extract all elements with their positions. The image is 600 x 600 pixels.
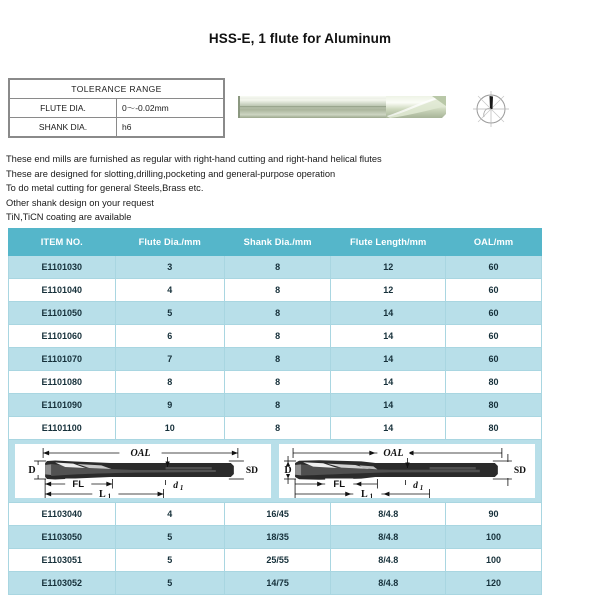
svg-text:L: L [98, 489, 106, 498]
cell-shank-dia: 14/75 [224, 572, 331, 595]
specification-table [8, 228, 542, 595]
cell-flute-length: 8/4.8 [331, 503, 446, 526]
long-flute-drawing-graphic [279, 444, 535, 498]
svg-text:1: 1 [179, 484, 184, 492]
diagram-band [9, 440, 542, 503]
table-row [9, 348, 542, 371]
tolerance-shank-label: SHANK DIA. [10, 118, 117, 137]
description-line-5: TiN,TiCN coating are available [6, 212, 132, 223]
cell-oal: 120 [446, 572, 542, 595]
cell-flute-dia: 5 [115, 526, 224, 549]
column-header-flute-length: Flute Length/mm [331, 229, 446, 256]
short-flute-dimension-drawing [15, 444, 271, 498]
cell-item-no: E1101030 [9, 256, 116, 279]
svg-text:L: L [360, 489, 368, 498]
cell-oal: 90 [446, 503, 542, 526]
cell-item-no: E1103050 [9, 526, 116, 549]
cell-flute-dia: 6 [115, 325, 224, 348]
table-row [9, 526, 542, 549]
cell-shank-dia: 16/45 [224, 503, 331, 526]
cell-flute-length: 8/4.8 [331, 549, 446, 572]
cell-oal: 100 [446, 549, 542, 572]
svg-text:SD: SD [245, 466, 259, 476]
description-line-3: To do metal cutting for general Steels,Brass etc. [6, 183, 204, 194]
tolerance-range-table [8, 78, 225, 138]
cell-flute-dia: 7 [115, 348, 224, 371]
table-row [9, 394, 542, 417]
cell-item-no: E1101100 [9, 417, 116, 440]
tolerance-flute-label: FLUTE DIA. [10, 99, 117, 118]
cell-item-no: E1103052 [9, 572, 116, 595]
column-header-shank-dia: Shank Dia./mm [224, 229, 331, 256]
cell-item-no: E1103040 [9, 503, 116, 526]
tolerance-header-label: TOLERANCE RANGE [10, 80, 224, 99]
cell-oal: 60 [446, 348, 542, 371]
cell-oal: 80 [446, 371, 542, 394]
cell-shank-dia: 8 [224, 394, 331, 417]
cell-flute-length: 14 [331, 394, 446, 417]
svg-text:FL: FL [72, 479, 85, 490]
spec-header-row [9, 229, 542, 256]
short-flute-drawing-graphic [15, 444, 271, 498]
cell-shank-dia: 25/55 [224, 549, 331, 572]
cell-flute-length: 14 [331, 417, 446, 440]
description-line-2: These are designed for slotting,drilling,pocketing and general-purpose operation [6, 168, 336, 179]
description-block [6, 152, 566, 225]
table-row [9, 325, 542, 348]
cell-shank-dia: 8 [224, 417, 331, 440]
tolerance-row-flute [10, 99, 224, 118]
cell-flute-dia: 4 [115, 503, 224, 526]
cell-shank-dia: 18/35 [224, 526, 331, 549]
cell-item-no: E1103051 [9, 549, 116, 572]
table-row [9, 549, 542, 572]
cell-flute-dia: 8 [115, 371, 224, 394]
cell-oal: 60 [446, 279, 542, 302]
svg-text:1: 1 [107, 492, 112, 498]
svg-text:OAL: OAL [383, 448, 404, 459]
cell-oal: 60 [446, 325, 542, 348]
table-row [9, 302, 542, 325]
cell-flute-length: 8/4.8 [331, 526, 446, 549]
column-header-flute-dia: Flute Dia./mm [115, 229, 224, 256]
table-row [9, 279, 542, 302]
cell-flute-dia: 10 [115, 417, 224, 440]
cell-flute-dia: 5 [115, 549, 224, 572]
end-view-cross-section-icon [470, 88, 512, 130]
diagram-row [9, 440, 542, 503]
svg-text:FL: FL [333, 479, 346, 490]
cell-flute-length: 14 [331, 371, 446, 394]
cell-item-no: E1101050 [9, 302, 116, 325]
svg-text:d: d [173, 481, 179, 491]
cell-shank-dia: 8 [224, 371, 331, 394]
cell-flute-length: 14 [331, 325, 446, 348]
cell-shank-dia: 8 [224, 325, 331, 348]
cell-item-no: E1101070 [9, 348, 116, 371]
cell-flute-length: 14 [331, 302, 446, 325]
description-line-1: These end mills are furnished as regular with right-hand cutting and right-hand helical flutes [6, 154, 382, 164]
cell-flute-length: 12 [331, 279, 446, 302]
table-row [9, 417, 542, 440]
cell-flute-dia: 3 [115, 256, 224, 279]
cell-item-no: E1101040 [9, 279, 116, 302]
svg-text:d: d [413, 481, 418, 491]
cell-oal: 60 [446, 302, 542, 325]
table-row [9, 256, 542, 279]
svg-text:D: D [28, 465, 36, 476]
svg-text:1: 1 [419, 484, 424, 492]
table-row [9, 371, 542, 394]
cell-item-no: E1101080 [9, 371, 116, 394]
svg-text:D: D [284, 465, 292, 476]
cell-oal: 80 [446, 394, 542, 417]
end-mill-photo-graphic [236, 86, 456, 128]
cell-shank-dia: 8 [224, 302, 331, 325]
tolerance-row-shank [10, 118, 224, 137]
cell-flute-length: 8/4.8 [331, 572, 446, 595]
long-flute-dimension-drawing [279, 444, 535, 498]
cell-flute-length: 14 [331, 348, 446, 371]
column-header-item-no: ITEM NO. [9, 229, 116, 256]
cell-oal: 80 [446, 417, 542, 440]
cell-oal: 60 [446, 256, 542, 279]
cell-flute-dia: 5 [115, 572, 224, 595]
cell-item-no: E1101090 [9, 394, 116, 417]
end-mill-photo [236, 86, 456, 128]
cell-flute-dia: 4 [115, 279, 224, 302]
cell-flute-dia: 9 [115, 394, 224, 417]
table-row [9, 572, 542, 595]
table-row [9, 503, 542, 526]
cell-shank-dia: 8 [224, 348, 331, 371]
tolerance-header-row [10, 80, 224, 99]
svg-text:SD: SD [513, 466, 527, 476]
cell-flute-length: 12 [331, 256, 446, 279]
end-view-icon-graphic [470, 88, 512, 130]
svg-text:1: 1 [369, 492, 374, 498]
cell-shank-dia: 8 [224, 256, 331, 279]
svg-text:OAL: OAL [130, 448, 151, 459]
cell-item-no: E1101060 [9, 325, 116, 348]
cell-flute-dia: 5 [115, 302, 224, 325]
column-header-oal: OAL/mm [446, 229, 542, 256]
cell-oal: 100 [446, 526, 542, 549]
page-title: HSS-E, 1 flute for Aluminum [208, 31, 392, 46]
cell-shank-dia: 8 [224, 279, 331, 302]
tolerance-flute-value: 0～-0.02mm [117, 99, 224, 118]
description-line-4: Other shank design on your request [6, 197, 154, 208]
tolerance-shank-value: h6 [117, 118, 224, 137]
